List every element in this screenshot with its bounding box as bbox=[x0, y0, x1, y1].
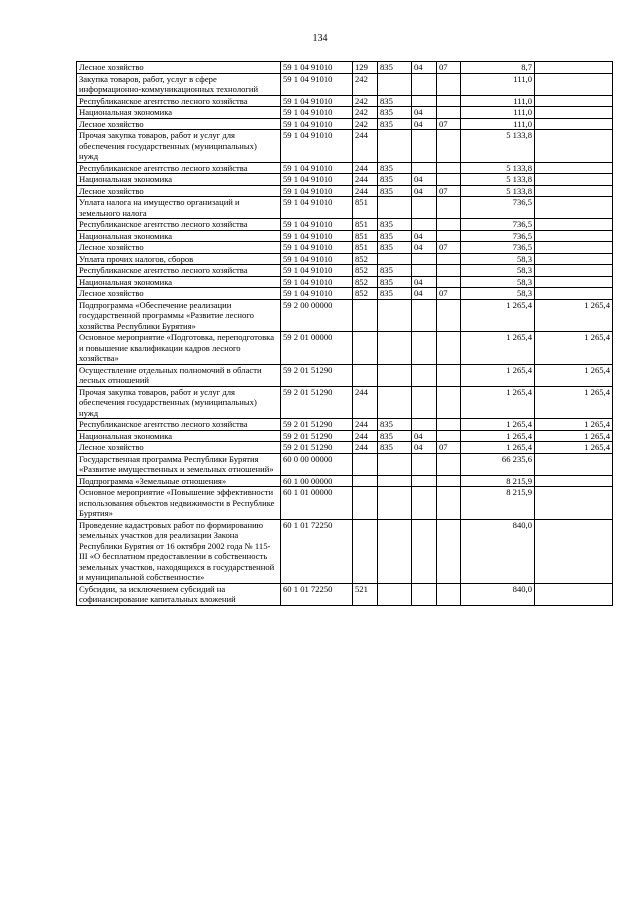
expense-type-cell: 244 bbox=[353, 130, 378, 163]
expense-type-cell: 244 bbox=[353, 185, 378, 197]
admin-code-cell: 835 bbox=[378, 288, 412, 300]
item-name-cell: Подпрограмма «Обеспечение реализации государственной программы «Развитие лесного хозяйства Республики Бурятия» bbox=[77, 299, 281, 332]
amount-1-cell: 736,5 bbox=[461, 230, 535, 242]
section-cell bbox=[412, 219, 437, 231]
section-cell bbox=[412, 299, 437, 332]
admin-code-cell bbox=[378, 583, 412, 605]
target-code-cell: 60 0 00 00000 bbox=[281, 453, 353, 475]
target-code-cell: 59 1 04 91010 bbox=[281, 185, 353, 197]
item-name-cell: Лесное хозяйство bbox=[77, 185, 281, 197]
expense-type-cell: 129 bbox=[353, 62, 378, 74]
amount-2-cell bbox=[535, 583, 613, 605]
amount-2-cell bbox=[535, 174, 613, 186]
section-cell bbox=[412, 364, 437, 386]
target-code-cell: 59 1 04 91010 bbox=[281, 62, 353, 74]
item-name-cell: Осуществление отдельных полномочий в области лесных отношений bbox=[77, 364, 281, 386]
section-cell: 04 bbox=[412, 230, 437, 242]
subsection-cell bbox=[437, 419, 461, 431]
target-code-cell: 59 1 04 91010 bbox=[281, 219, 353, 231]
amount-1-cell: 111,0 bbox=[461, 118, 535, 130]
subsection-cell bbox=[437, 230, 461, 242]
target-code-cell: 59 1 04 91010 bbox=[281, 253, 353, 265]
subsection-cell bbox=[437, 487, 461, 520]
amount-2-cell: 1 265,4 bbox=[535, 430, 613, 442]
amount-1-cell: 840,0 bbox=[461, 583, 535, 605]
section-cell bbox=[412, 519, 437, 583]
expense-type-cell bbox=[353, 332, 378, 365]
subsection-cell bbox=[437, 197, 461, 219]
item-name-cell: Прочая закупка товаров, работ и услуг для обеспечения государственных (муниципальных) нужд bbox=[77, 130, 281, 163]
section-cell: 04 bbox=[412, 430, 437, 442]
section-cell bbox=[412, 253, 437, 265]
subsection-cell bbox=[437, 583, 461, 605]
expense-type-cell bbox=[353, 453, 378, 475]
target-code-cell: 59 2 01 51290 bbox=[281, 419, 353, 431]
table-row bbox=[77, 332, 613, 365]
expense-type-cell: 851 bbox=[353, 230, 378, 242]
target-code-cell: 59 1 04 91010 bbox=[281, 107, 353, 119]
table-row bbox=[77, 265, 613, 277]
amount-2-cell bbox=[535, 253, 613, 265]
page-number: 134 bbox=[312, 33, 328, 44]
item-name-cell: Лесное хозяйство bbox=[77, 242, 281, 254]
amount-2-cell bbox=[535, 288, 613, 300]
expense-type-cell bbox=[353, 364, 378, 386]
admin-code-cell bbox=[378, 299, 412, 332]
target-code-cell: 59 1 04 91010 bbox=[281, 265, 353, 277]
subsection-cell bbox=[437, 219, 461, 231]
expense-type-cell: 851 bbox=[353, 219, 378, 231]
table-row bbox=[77, 519, 613, 583]
item-name-cell: Республиканское агентство лесного хозяйства bbox=[77, 95, 281, 107]
expense-type-cell: 521 bbox=[353, 583, 378, 605]
table-row bbox=[77, 242, 613, 254]
amount-1-cell: 111,0 bbox=[461, 107, 535, 119]
section-cell bbox=[412, 73, 437, 95]
amount-2-cell: 1 265,4 bbox=[535, 364, 613, 386]
subsection-cell bbox=[437, 364, 461, 386]
admin-code-cell: 835 bbox=[378, 219, 412, 231]
admin-code-cell: 835 bbox=[378, 174, 412, 186]
subsection-cell bbox=[437, 453, 461, 475]
target-code-cell: 60 1 01 00000 bbox=[281, 487, 353, 520]
section-cell bbox=[412, 583, 437, 605]
table-row bbox=[77, 442, 613, 454]
item-name-cell: Лесное хозяйство bbox=[77, 442, 281, 454]
table-row bbox=[77, 419, 613, 431]
expense-type-cell: 242 bbox=[353, 95, 378, 107]
expense-type-cell: 244 bbox=[353, 430, 378, 442]
expense-type-cell: 244 bbox=[353, 419, 378, 431]
subsection-cell bbox=[437, 299, 461, 332]
admin-code-cell: 835 bbox=[378, 62, 412, 74]
admin-code-cell: 835 bbox=[378, 107, 412, 119]
admin-code-cell: 835 bbox=[378, 276, 412, 288]
amount-2-cell bbox=[535, 519, 613, 583]
table-row bbox=[77, 386, 613, 419]
amount-2-cell: 1 265,4 bbox=[535, 386, 613, 419]
section-cell: 04 bbox=[412, 118, 437, 130]
amount-1-cell: 736,5 bbox=[461, 242, 535, 254]
amount-1-cell: 58,3 bbox=[461, 276, 535, 288]
table-row bbox=[77, 487, 613, 520]
amount-2-cell: 1 265,4 bbox=[535, 332, 613, 365]
subsection-cell bbox=[437, 174, 461, 186]
table-row bbox=[77, 95, 613, 107]
table-row bbox=[77, 288, 613, 300]
amount-1-cell: 1 265,4 bbox=[461, 386, 535, 419]
amount-1-cell: 736,5 bbox=[461, 197, 535, 219]
admin-code-cell: 835 bbox=[378, 242, 412, 254]
table-row bbox=[77, 107, 613, 119]
amount-2-cell bbox=[535, 107, 613, 119]
expense-type-cell bbox=[353, 299, 378, 332]
subsection-cell bbox=[437, 95, 461, 107]
amount-2-cell bbox=[535, 453, 613, 475]
expense-type-cell bbox=[353, 487, 378, 520]
admin-code-cell: 835 bbox=[378, 419, 412, 431]
admin-code-cell bbox=[378, 364, 412, 386]
section-cell: 04 bbox=[412, 442, 437, 454]
item-name-cell: Республиканское агентство лесного хозяйства bbox=[77, 219, 281, 231]
table-row bbox=[77, 475, 613, 487]
amount-1-cell: 5 133,8 bbox=[461, 162, 535, 174]
amount-1-cell: 1 265,4 bbox=[461, 419, 535, 431]
subsection-cell bbox=[437, 265, 461, 277]
amount-1-cell: 111,0 bbox=[461, 95, 535, 107]
amount-2-cell bbox=[535, 219, 613, 231]
target-code-cell: 59 1 04 91010 bbox=[281, 174, 353, 186]
amount-2-cell bbox=[535, 95, 613, 107]
section-cell: 04 bbox=[412, 276, 437, 288]
amount-1-cell: 58,3 bbox=[461, 265, 535, 277]
admin-code-cell bbox=[378, 453, 412, 475]
amount-1-cell: 840,0 bbox=[461, 519, 535, 583]
amount-2-cell bbox=[535, 62, 613, 74]
table-row bbox=[77, 276, 613, 288]
table-row bbox=[77, 73, 613, 95]
item-name-cell: Национальная экономика bbox=[77, 230, 281, 242]
target-code-cell: 60 1 00 00000 bbox=[281, 475, 353, 487]
subsection-cell: 07 bbox=[437, 185, 461, 197]
expense-type-cell: 244 bbox=[353, 442, 378, 454]
section-cell bbox=[412, 487, 437, 520]
subsection-cell: 07 bbox=[437, 62, 461, 74]
section-cell bbox=[412, 453, 437, 475]
target-code-cell: 59 1 04 91010 bbox=[281, 288, 353, 300]
target-code-cell: 59 1 04 91010 bbox=[281, 242, 353, 254]
amount-1-cell: 5 133,8 bbox=[461, 174, 535, 186]
item-name-cell: Национальная экономика bbox=[77, 107, 281, 119]
admin-code-cell bbox=[378, 130, 412, 163]
section-cell bbox=[412, 265, 437, 277]
amount-2-cell bbox=[535, 276, 613, 288]
subsection-cell: 07 bbox=[437, 118, 461, 130]
amount-2-cell bbox=[535, 197, 613, 219]
subsection-cell bbox=[437, 73, 461, 95]
item-name-cell: Лесное хозяйство bbox=[77, 62, 281, 74]
amount-1-cell: 58,3 bbox=[461, 253, 535, 265]
amount-1-cell: 1 265,4 bbox=[461, 430, 535, 442]
table-row bbox=[77, 185, 613, 197]
admin-code-cell bbox=[378, 386, 412, 419]
target-code-cell: 59 1 04 91010 bbox=[281, 130, 353, 163]
expense-type-cell: 852 bbox=[353, 253, 378, 265]
section-cell bbox=[412, 130, 437, 163]
section-cell: 04 bbox=[412, 242, 437, 254]
item-name-cell: Уплата прочих налогов, сборов bbox=[77, 253, 281, 265]
target-code-cell: 59 1 04 91010 bbox=[281, 162, 353, 174]
amount-2-cell: 1 265,4 bbox=[535, 299, 613, 332]
amount-2-cell bbox=[535, 130, 613, 163]
section-cell: 04 bbox=[412, 288, 437, 300]
target-code-cell: 59 2 01 51290 bbox=[281, 442, 353, 454]
section-cell bbox=[412, 386, 437, 419]
table-row bbox=[77, 174, 613, 186]
amount-1-cell: 1 265,4 bbox=[461, 299, 535, 332]
admin-code-cell: 835 bbox=[378, 95, 412, 107]
subsection-cell bbox=[437, 276, 461, 288]
amount-1-cell: 58,3 bbox=[461, 288, 535, 300]
target-code-cell: 59 1 04 91010 bbox=[281, 118, 353, 130]
table-row bbox=[77, 130, 613, 163]
item-name-cell: Основное мероприятие «Повышение эффективности использования объектов недвижимости в Республике Бурятия» bbox=[77, 487, 281, 520]
item-name-cell: Национальная экономика bbox=[77, 174, 281, 186]
expense-type-cell: 244 bbox=[353, 174, 378, 186]
item-name-cell: Лесное хозяйство bbox=[77, 118, 281, 130]
admin-code-cell bbox=[378, 197, 412, 219]
item-name-cell: Закупка товаров, работ, услуг в сфере информационно-коммуникационных технологий bbox=[77, 73, 281, 95]
budget-table bbox=[76, 61, 613, 606]
section-cell: 04 bbox=[412, 62, 437, 74]
target-code-cell: 59 1 04 91010 bbox=[281, 197, 353, 219]
admin-code-cell: 835 bbox=[378, 430, 412, 442]
admin-code-cell: 835 bbox=[378, 230, 412, 242]
section-cell bbox=[412, 162, 437, 174]
admin-code-cell bbox=[378, 73, 412, 95]
table-row bbox=[77, 230, 613, 242]
table-row bbox=[77, 453, 613, 475]
item-name-cell: Прочая закупка товаров, работ и услуг для обеспечения государственных (муниципальных) нужд bbox=[77, 386, 281, 419]
subsection-cell bbox=[437, 332, 461, 365]
item-name-cell: Национальная экономика bbox=[77, 430, 281, 442]
section-cell bbox=[412, 475, 437, 487]
admin-code-cell bbox=[378, 475, 412, 487]
amount-1-cell: 8,7 bbox=[461, 62, 535, 74]
admin-code-cell: 835 bbox=[378, 185, 412, 197]
amount-2-cell bbox=[535, 487, 613, 520]
expense-type-cell: 242 bbox=[353, 107, 378, 119]
table-row bbox=[77, 253, 613, 265]
table-row bbox=[77, 62, 613, 74]
amount-2-cell: 1 265,4 bbox=[535, 442, 613, 454]
item-name-cell: Проведение кадастровых работ по формированию земельных участков для реализации Закона Республики Бурятия от 16 октября 2002 года № 115-III «О бесплатном предоставлении в собственность земельных участков, находящихся в государственной и муниципальной собственности» bbox=[77, 519, 281, 583]
admin-code-cell bbox=[378, 487, 412, 520]
amount-2-cell bbox=[535, 230, 613, 242]
target-code-cell: 59 1 04 91010 bbox=[281, 276, 353, 288]
subsection-cell bbox=[437, 475, 461, 487]
target-code-cell: 59 1 04 91010 bbox=[281, 95, 353, 107]
admin-code-cell bbox=[378, 253, 412, 265]
subsection-cell: 07 bbox=[437, 442, 461, 454]
admin-code-cell: 835 bbox=[378, 442, 412, 454]
subsection-cell bbox=[437, 386, 461, 419]
admin-code-cell: 835 bbox=[378, 162, 412, 174]
table-row bbox=[77, 430, 613, 442]
item-name-cell: Республиканское агентство лесного хозяйства bbox=[77, 162, 281, 174]
item-name-cell: Республиканское агентство лесного хозяйства bbox=[77, 419, 281, 431]
subsection-cell bbox=[437, 130, 461, 163]
table-row bbox=[77, 583, 613, 605]
item-name-cell: Республиканское агентство лесного хозяйства bbox=[77, 265, 281, 277]
amount-1-cell: 1 265,4 bbox=[461, 364, 535, 386]
item-name-cell: Уплата налога на имущество организаций и земельного налога bbox=[77, 197, 281, 219]
target-code-cell: 59 2 01 51290 bbox=[281, 364, 353, 386]
subsection-cell bbox=[437, 107, 461, 119]
expense-type-cell: 852 bbox=[353, 276, 378, 288]
item-name-cell: Субсидии, за исключением субсидий на софинансирование капитальных вложений bbox=[77, 583, 281, 605]
item-name-cell: Подпрограмма «Земельные отношения» bbox=[77, 475, 281, 487]
amount-2-cell bbox=[535, 162, 613, 174]
section-cell: 04 bbox=[412, 174, 437, 186]
target-code-cell: 59 2 01 51290 bbox=[281, 430, 353, 442]
target-code-cell: 59 2 01 51290 bbox=[281, 386, 353, 419]
subsection-cell bbox=[437, 162, 461, 174]
section-cell bbox=[412, 197, 437, 219]
expense-type-cell: 244 bbox=[353, 162, 378, 174]
amount-2-cell: 1 265,4 bbox=[535, 419, 613, 431]
table-row bbox=[77, 299, 613, 332]
table-row bbox=[77, 162, 613, 174]
amount-2-cell bbox=[535, 73, 613, 95]
amount-2-cell bbox=[535, 242, 613, 254]
table-row bbox=[77, 219, 613, 231]
section-cell bbox=[412, 332, 437, 365]
target-code-cell: 59 1 04 91010 bbox=[281, 73, 353, 95]
table-row bbox=[77, 364, 613, 386]
item-name-cell: Лесное хозяйство bbox=[77, 288, 281, 300]
item-name-cell: Государственная программа Республики Бурятия «Развитие имущественных и земельных отношений» bbox=[77, 453, 281, 475]
admin-code-cell: 835 bbox=[378, 118, 412, 130]
subsection-cell bbox=[437, 253, 461, 265]
amount-1-cell: 111,0 bbox=[461, 73, 535, 95]
target-code-cell: 59 2 00 00000 bbox=[281, 299, 353, 332]
table-row bbox=[77, 118, 613, 130]
amount-2-cell bbox=[535, 185, 613, 197]
amount-1-cell: 8 215,9 bbox=[461, 487, 535, 520]
amount-2-cell bbox=[535, 265, 613, 277]
subsection-cell: 07 bbox=[437, 288, 461, 300]
item-name-cell: Национальная экономика bbox=[77, 276, 281, 288]
expense-type-cell bbox=[353, 519, 378, 583]
amount-1-cell: 5 133,8 bbox=[461, 185, 535, 197]
amount-1-cell: 1 265,4 bbox=[461, 442, 535, 454]
expense-type-cell bbox=[353, 475, 378, 487]
amount-2-cell bbox=[535, 118, 613, 130]
expense-type-cell: 851 bbox=[353, 242, 378, 254]
target-code-cell: 59 2 01 00000 bbox=[281, 332, 353, 365]
target-code-cell: 60 1 01 72250 bbox=[281, 519, 353, 583]
expense-type-cell: 244 bbox=[353, 386, 378, 419]
section-cell: 04 bbox=[412, 185, 437, 197]
amount-2-cell bbox=[535, 475, 613, 487]
expense-type-cell: 242 bbox=[353, 118, 378, 130]
admin-code-cell: 835 bbox=[378, 265, 412, 277]
amount-1-cell: 8 215,9 bbox=[461, 475, 535, 487]
table-row bbox=[77, 197, 613, 219]
target-code-cell: 60 1 01 72250 bbox=[281, 583, 353, 605]
amount-1-cell: 5 133,8 bbox=[461, 130, 535, 163]
amount-1-cell: 1 265,4 bbox=[461, 332, 535, 365]
amount-1-cell: 736,5 bbox=[461, 219, 535, 231]
target-code-cell: 59 1 04 91010 bbox=[281, 230, 353, 242]
section-cell bbox=[412, 419, 437, 431]
expense-type-cell: 852 bbox=[353, 288, 378, 300]
subsection-cell bbox=[437, 519, 461, 583]
admin-code-cell bbox=[378, 332, 412, 365]
expense-type-cell: 242 bbox=[353, 73, 378, 95]
expense-type-cell: 851 bbox=[353, 197, 378, 219]
section-cell: 04 bbox=[412, 107, 437, 119]
section-cell bbox=[412, 95, 437, 107]
subsection-cell bbox=[437, 430, 461, 442]
item-name-cell: Основное мероприятие «Подготовка, переподготовка и повышение квалификации кадров лесного хозяйства» bbox=[77, 332, 281, 365]
amount-1-cell: 66 235,6 bbox=[461, 453, 535, 475]
admin-code-cell bbox=[378, 519, 412, 583]
expense-type-cell: 852 bbox=[353, 265, 378, 277]
subsection-cell: 07 bbox=[437, 242, 461, 254]
